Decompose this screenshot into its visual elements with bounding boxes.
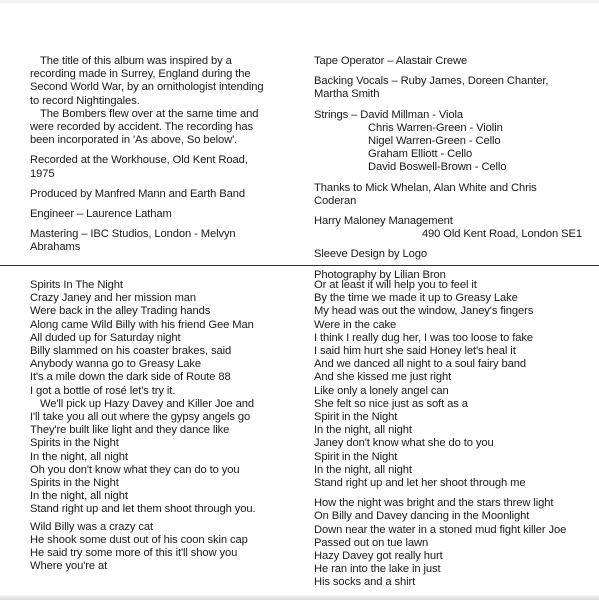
lyric-line: Billy slammed on his coaster brakes, said	[30, 345, 232, 358]
lyric-line: And we danced all night to a soul fairy band	[314, 358, 527, 371]
lyric-line: On Billy and Davey dancing in the Moonlight	[314, 510, 530, 523]
lyric-line: He ran into the lake in just	[314, 563, 441, 576]
lyric-line: Spirits in the Night	[30, 437, 119, 450]
lyric-line: I said him hurt she said Honey let's heal it	[314, 345, 516, 358]
lyric-line: Spirits in the Night	[30, 477, 119, 490]
recorded-line: 1975	[30, 167, 55, 180]
album-notes	[30, 55, 292, 255]
sleeve-credit: Sleeve Design by Logo	[314, 248, 427, 261]
scan-edge-bottom	[0, 595, 599, 600]
intro-line: The Bombers flew over at the same time and	[40, 107, 259, 120]
tape-operator-credit: Tape Operator – Alastair Crewe	[314, 55, 468, 67]
scan-edge-top	[0, 0, 599, 3]
intro-line: were recorded by accident. The recording has	[30, 121, 253, 134]
lyric-line: And she kissed me just right	[314, 371, 452, 384]
lyric-line: Crazy Janey and her mission man	[30, 292, 197, 305]
lyrics-stanza	[30, 521, 300, 574]
lyric-line: Were in the cake	[314, 318, 397, 331]
backing-vocals-line: Martha Smith	[314, 88, 380, 101]
management-name: Harry Maloney Management	[314, 215, 453, 228]
backing-vocals-credit	[314, 75, 582, 101]
lyric-line: It's a mile down the dark side of Route 88	[30, 371, 231, 384]
lyrics-stanza	[314, 279, 584, 490]
intro-line: recording made in Surrey, England during the	[30, 68, 251, 81]
lyric-line: In the night, all night	[314, 424, 412, 437]
management-address: 490 Old Kent Road, London SE1	[421, 228, 582, 241]
strings-credit	[314, 109, 582, 175]
section-divider	[0, 265, 599, 266]
lyric-line: My head was out the window, Janey's fingers	[314, 305, 534, 318]
lyric-line: Like only a lonely angel can	[314, 384, 449, 397]
lyric-line: In the night, all night	[30, 450, 128, 463]
lyric-line: I think I really dug her, I was too loose to fake	[314, 331, 533, 344]
mastering-credit	[30, 228, 292, 254]
lyrics-stanza	[30, 292, 300, 398]
strings-line: Chris Warren-Green - Violin	[368, 121, 503, 134]
intro-line: The title of this album was inspired by a	[40, 55, 232, 67]
lyric-line: She felt so nice just as soft as a	[314, 397, 468, 410]
lyric-line: I'll take you all out where the gypsy angels go	[30, 411, 251, 424]
lyric-line: Passed out on tue lawn	[314, 536, 429, 549]
lyric-line: Wild Billy was a crazy cat	[30, 520, 153, 533]
lyric-line: Or at least it will help you to feel it	[314, 279, 477, 291]
intro-line: Second World War, by an ornithologist intending	[30, 81, 264, 94]
lyric-line: He said try some more of this it'll show you	[30, 547, 238, 560]
lyric-line: His socks and a shirt	[314, 576, 416, 589]
lyric-line: Spirit in the Night	[314, 411, 398, 424]
thanks-line: Thanks to Mick Whelan, Alan White and Chris	[314, 181, 537, 194]
producer-credit: Produced by Manfred Mann and Earth Band	[30, 187, 246, 200]
lyric-line: Spirit in the Night	[314, 450, 398, 463]
thanks-credit	[314, 182, 582, 208]
lyric-line: Janey don't know what she do to you	[314, 437, 494, 450]
recorded-credit	[30, 154, 292, 180]
lyric-line: We'll pick up Hazy Davey and Killer Joe and	[40, 397, 255, 410]
thanks-line: Coderan	[314, 194, 357, 207]
lyric-line: Down near the water in a stoned mud fight killer Joe	[314, 523, 567, 536]
lyric-line: By the time we made it up to Greasy Lake	[314, 292, 518, 305]
lyrics-left-column	[30, 279, 300, 573]
lyric-line: In the night, all night	[30, 490, 128, 503]
lyric-line: In the night, all night	[314, 463, 412, 476]
lyrics-right-column	[314, 279, 584, 590]
management-credit	[314, 215, 582, 241]
strings-line: Nigel Warren-Green - Cello	[368, 135, 501, 148]
intro-line: been incorporated in 'As above, So below'.	[30, 134, 238, 147]
lyric-line: Hazy Davey got really hurt	[314, 550, 443, 563]
photography-credit: Photography by Lilian Bron	[314, 268, 446, 281]
lyrics-stanza	[30, 398, 300, 517]
lyric-line: How the night was bright and the stars threw light	[314, 497, 554, 510]
lyric-line: They're built like light and they dance like	[30, 424, 230, 437]
lyrics-stanza	[314, 497, 584, 589]
lyric-line: Along came Wild Billy with his friend Gee Man	[30, 318, 254, 331]
song-title: Spirits In The Night	[30, 279, 123, 291]
album-credits	[314, 55, 582, 282]
strings-line: David Boswell-Brown - Cello	[368, 161, 507, 174]
lyric-line: I got a bottle of rosé let's try it.	[30, 384, 176, 397]
recorded-line: Recorded at the Workhouse, Old Kent Road,	[30, 154, 248, 167]
engineer-credit: Engineer – Laurence Latham	[30, 208, 172, 221]
mastering-line: Mastering – IBC Studios, London - Melvyn	[30, 228, 236, 241]
lyric-line: Anybody wanna go to Greasy Lake	[30, 358, 202, 371]
strings-line: Strings – David Millman - Viola	[314, 108, 464, 121]
mastering-line: Abrahams	[30, 241, 81, 254]
strings-line: Graham Elliott - Cello	[368, 148, 473, 161]
lyric-line: Stand right up and let her shoot through me	[314, 477, 526, 490]
intro-paragraph	[30, 55, 292, 147]
lyric-line: He shook some dust out of his coon skin cap	[30, 533, 248, 546]
lyric-line: Where you're at	[30, 560, 108, 573]
lyric-line: Stand right up and let them shoot through you.	[30, 503, 256, 516]
lyric-line: Oh you don't know what they can do to you	[30, 463, 240, 476]
intro-line: to record Nightingales.	[30, 94, 140, 107]
backing-vocals-line: Backing Vocals – Ruby James, Doreen Chanter,	[314, 75, 549, 88]
lyric-line: Were back in the alley Trading hands	[30, 305, 211, 318]
lyric-line: All duded up for Saturday night	[30, 331, 181, 344]
